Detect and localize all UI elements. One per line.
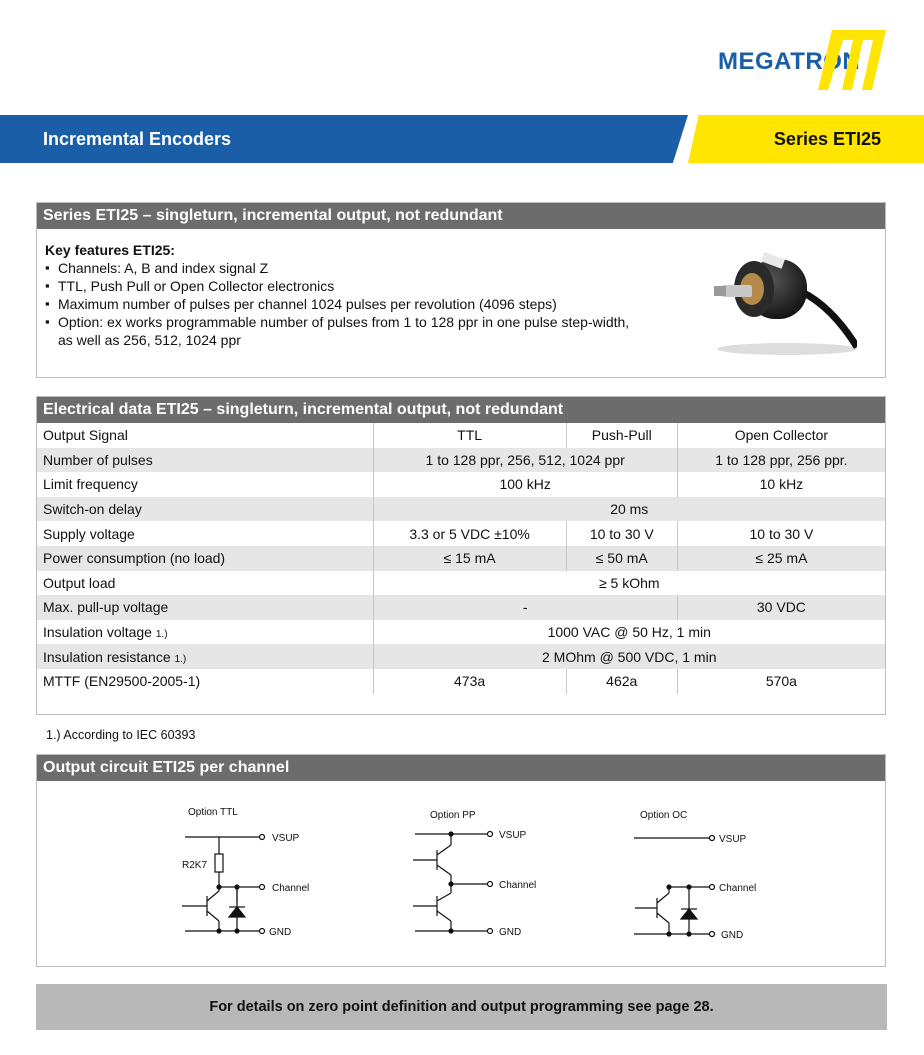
megatron-logo: [718, 26, 893, 92]
cell-ttl: ≤ 15 mA: [373, 546, 566, 571]
cell-ttl: 473a: [373, 669, 566, 694]
table-row: [37, 669, 885, 694]
oc-vsup-label: VSUP: [719, 834, 747, 845]
features-list: [45, 259, 635, 349]
cell-pp: 10 to 30 V: [566, 521, 677, 546]
cell-ttl-pp: -: [373, 595, 677, 620]
cell-oc: 570a: [677, 669, 885, 694]
category-title: Incremental Encoders: [43, 129, 232, 149]
row-label-with-note: [37, 644, 373, 669]
circuit-heading: Output circuit ETI25 per channel: [37, 755, 885, 781]
row-label: Output load: [43, 574, 116, 591]
table-row: [37, 521, 885, 546]
cell-pp: ≤ 50 mA: [566, 546, 677, 571]
electrical-section: [36, 396, 886, 715]
table-row: [37, 497, 885, 522]
table-row: [37, 472, 885, 497]
circuit-section: [36, 754, 886, 967]
logo-wordmark: MEGATRON: [718, 48, 861, 75]
feature-item: ▪ TTL, Push Pull or Open Collector electronics: [45, 277, 635, 295]
cell-all: 20 ms: [373, 497, 885, 522]
row-label: Insulation voltage: [43, 624, 152, 641]
ttl-vsup-label: VSUP: [272, 833, 300, 844]
cell-pp: 462a: [566, 669, 677, 694]
row-label: Insulation resistance: [43, 648, 171, 665]
features-heading: Series ETI25 – singleturn, incremental output, not redundant: [37, 203, 885, 229]
footnote-ref: 1.): [155, 629, 168, 641]
feature-item: ▪ Channels: A, B and index signal Z: [45, 259, 635, 277]
oc-channel-label: Channel: [719, 883, 757, 894]
row-label: Limit frequency: [43, 476, 138, 493]
header-banner: [0, 115, 924, 163]
row-label: Supply voltage: [43, 525, 135, 542]
cell-oc: 30 VDC: [677, 595, 885, 620]
electrical-heading: Electrical data ETI25 – singleturn, incremental output, not redundant: [37, 397, 885, 423]
pp-gnd-label: GND: [499, 927, 522, 938]
cell-oc: Open Collector: [677, 423, 885, 448]
ttl-title: Option TTL: [188, 807, 238, 818]
cell-all: ≥ 5 kOhm: [373, 571, 885, 596]
feature-item: ▪ Option: ex works programmable number of pulses from 1 to 128 ppr in one pulse step-width, as well as 256, 512, 1024 ppr: [45, 313, 635, 349]
cell-all: 2 MOhm @ 500 VDC, 1 min: [373, 644, 885, 669]
cell-oc: 10 kHz: [677, 472, 885, 497]
table-row: [37, 448, 885, 473]
circuit-ttl: [182, 835, 265, 934]
encoder-product-image: [692, 237, 857, 357]
row-label: Output Signal: [43, 427, 128, 444]
circuit-open-collector: [634, 836, 715, 937]
page-reference-note: For details on zero point definition and output programming see page 28.: [36, 984, 887, 1030]
features-section: [36, 202, 886, 378]
pp-channel-label: Channel: [499, 880, 537, 891]
feature-item: ▪ Maximum number of pulses per channel 1024 pulses per revolution (4096 steps): [45, 295, 635, 313]
features-title: Key features ETI25:: [45, 242, 175, 258]
cell-all: 1000 VAC @ 50 Hz, 1 min: [373, 620, 885, 645]
table-row: [37, 571, 885, 596]
cell-ttl-pp: 100 kHz: [373, 472, 677, 497]
cell-oc: 1 to 128 ppr, 256 ppr.: [677, 448, 885, 473]
row-label: Power consumption (no load): [37, 546, 373, 571]
table-row: [37, 644, 885, 669]
electrical-table: [37, 423, 885, 694]
oc-gnd-label: GND: [721, 930, 744, 941]
row-label: Max. pull-up voltage: [37, 595, 373, 620]
footnote-ref: 1.): [174, 653, 187, 665]
ttl-gnd-label: GND: [269, 927, 292, 938]
row-label: Number of pulses: [37, 448, 373, 473]
ttl-resistor-label: R2K7: [182, 860, 208, 871]
logo-m-mark: [810, 26, 888, 90]
ttl-channel-label: Channel: [272, 883, 310, 894]
row-label: Switch-on delay: [37, 497, 373, 522]
table-row: [37, 595, 885, 620]
oc-title: Option OC: [640, 810, 688, 821]
cell-pp: Push-Pull: [566, 423, 677, 448]
row-label: MTTF (EN29500-2005-1): [43, 673, 201, 690]
pp-title: Option PP: [430, 810, 476, 821]
cell-ttl: TTL: [373, 423, 566, 448]
row-label-with-note: [37, 620, 373, 645]
circuit-push-pull: [413, 832, 493, 934]
cell-ttl-pp: 1 to 128 ppr, 256, 512, 1024 ppr: [373, 448, 677, 473]
table-row: [37, 423, 885, 448]
circuit-diagrams: [37, 781, 887, 966]
cell-ttl: 3.3 or 5 VDC ±10%: [373, 521, 566, 546]
cell-oc: 10 to 30 V: [677, 521, 885, 546]
table-row: [37, 546, 885, 571]
series-title: Series ETI25: [773, 129, 881, 149]
cell-oc: ≤ 25 mA: [677, 546, 885, 571]
footnote: 1.) According to IEC 60393: [46, 728, 196, 742]
table-row: [37, 620, 885, 645]
pp-vsup-label: VSUP: [499, 830, 527, 841]
